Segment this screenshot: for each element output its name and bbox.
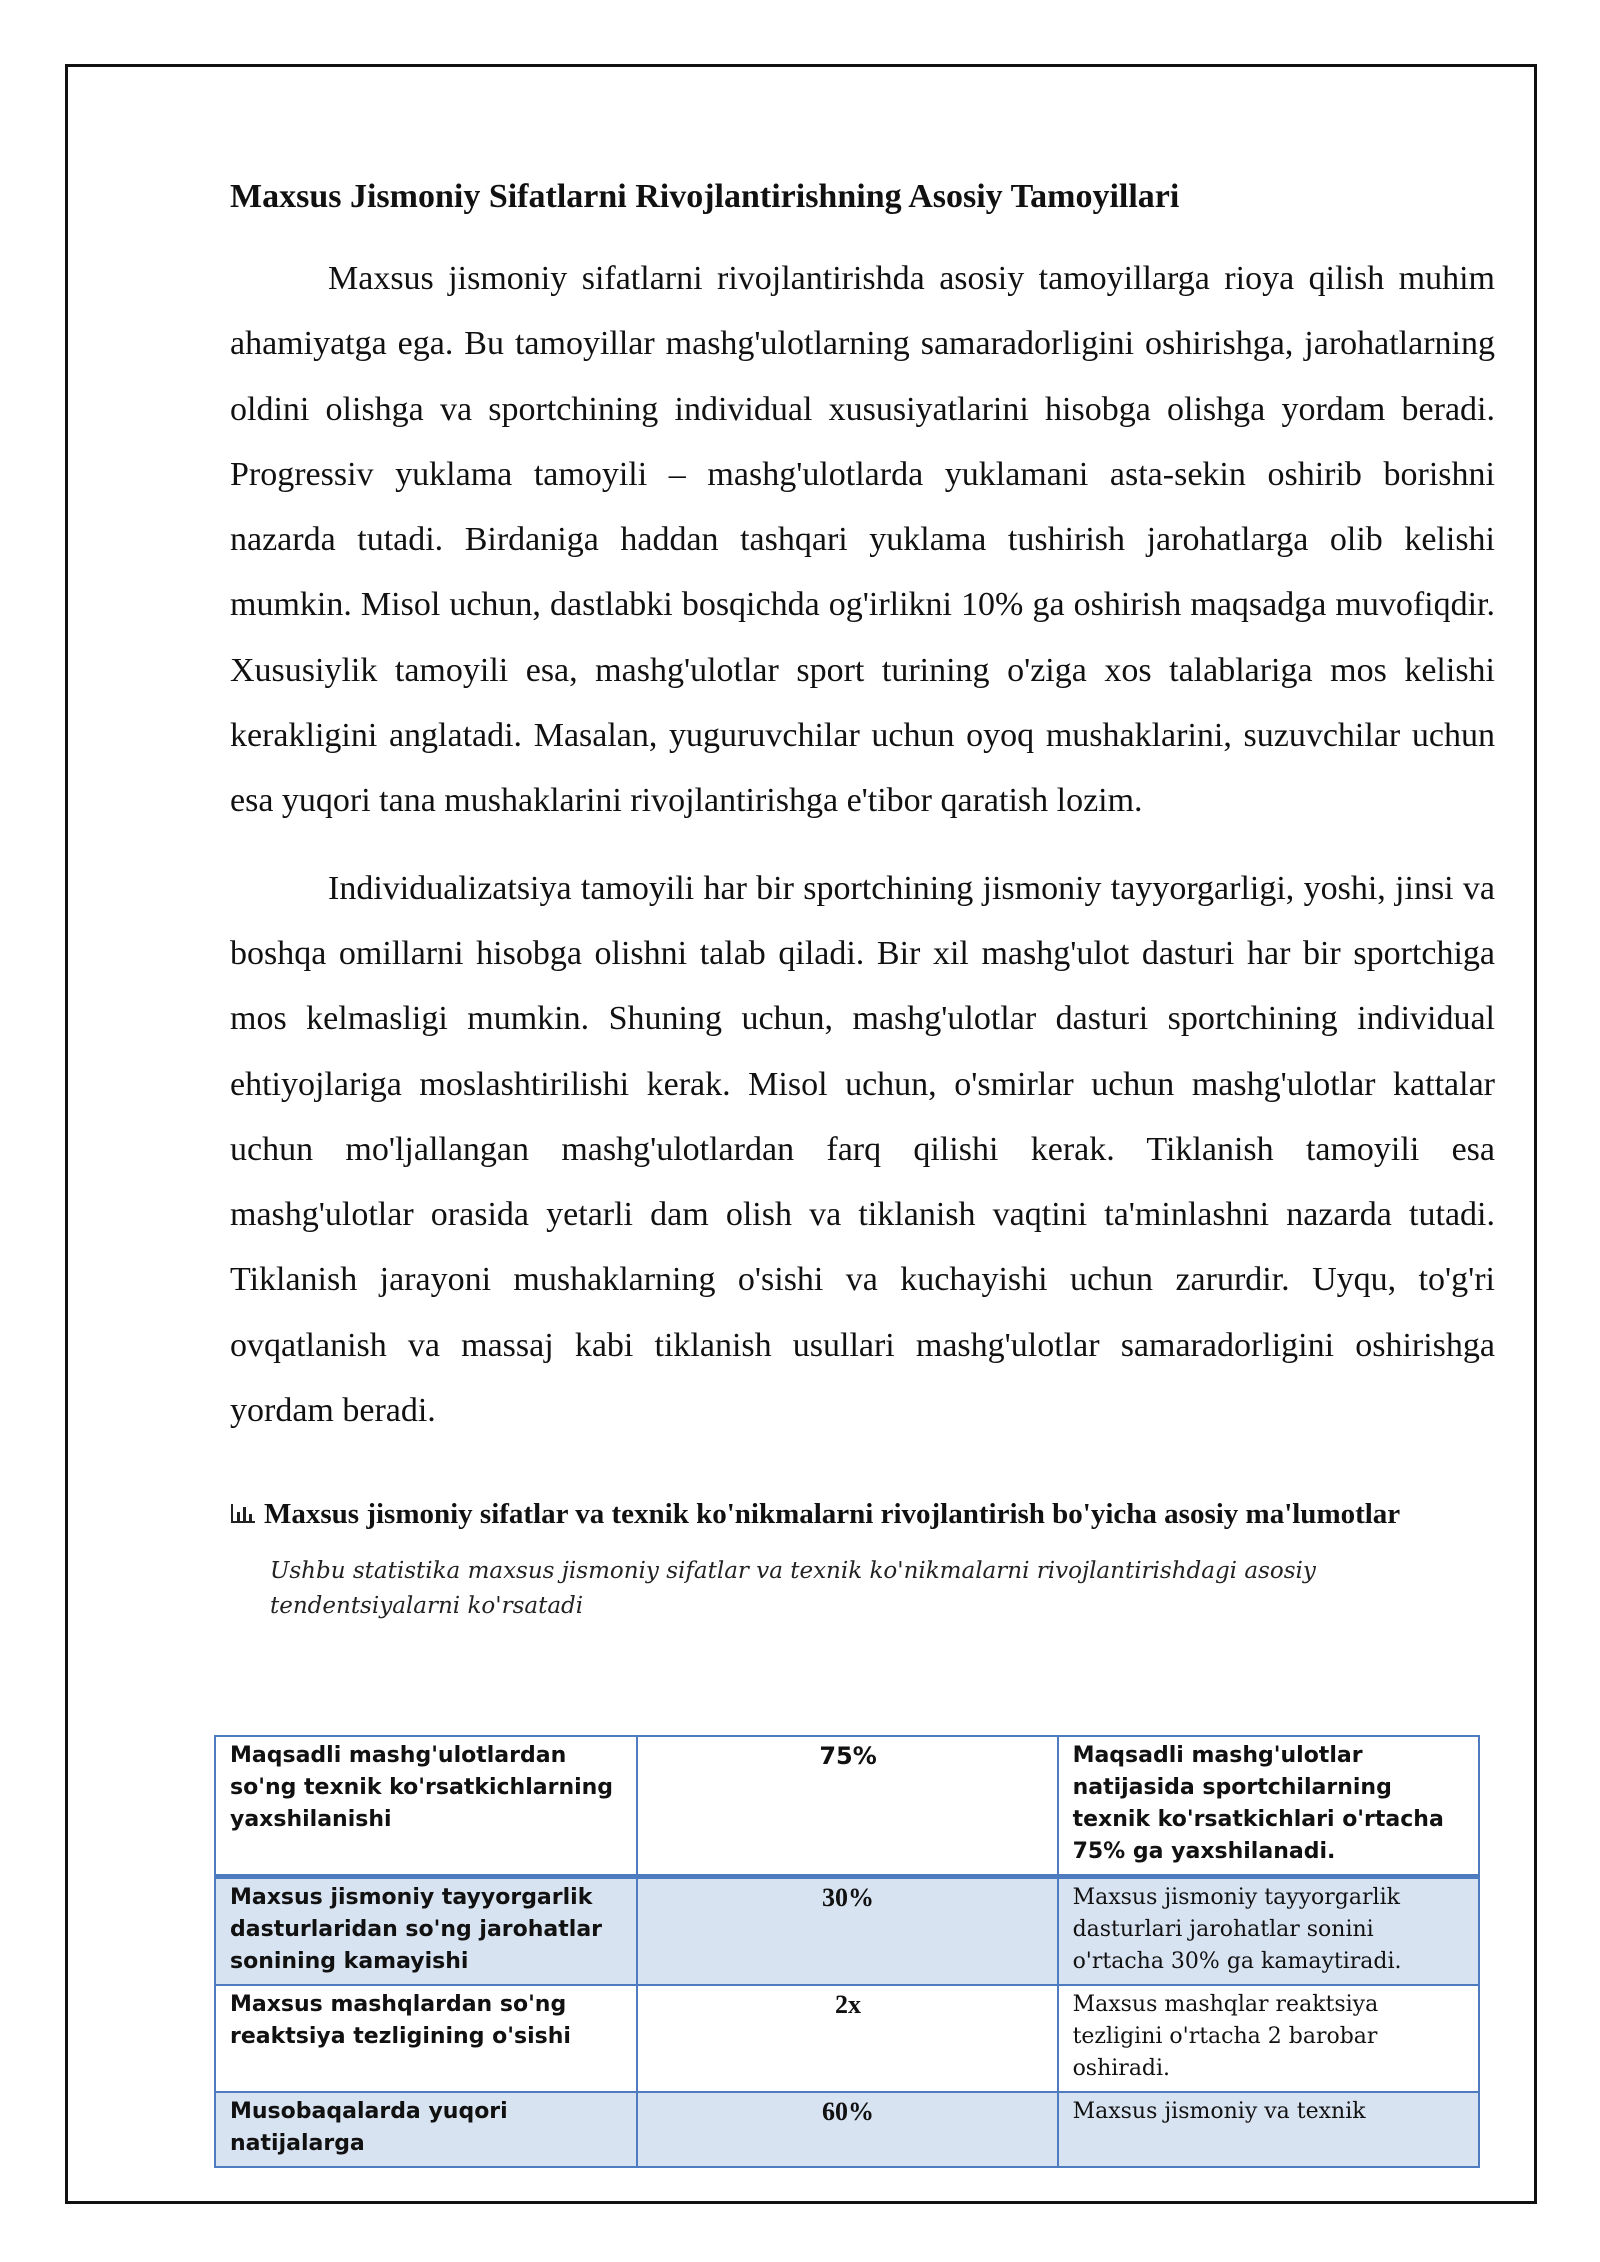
stat-description: Maxsus jismoniy va texnik	[1058, 2092, 1479, 2167]
stat-description: Maxsus jismoniy tayyorgarlik dasturlari jarohatlar sonini o'rtacha 30% ga kamaytiradi.	[1058, 1877, 1479, 1986]
stats-heading	[230, 1493, 1495, 1536]
paragraph-individualization: Individualizatsiya tamoyili har bir sportchining jismoniy tayyorgarligi, yoshi, jinsi va boshqa omillarni hisobga olishni talab qiladi. Bir xil mashg'ulot dasturi har bir sportchiga mos kelmasligi mumkin. Shuning uchun, mashg'ulotlar dasturi sportchining individual ehtiyojlariga moslashtirilishi kerak. Misol uchun, o'smirlar uchun mashg'ulotlar kattalar uchun mo'ljallangan mashg'ulotlardan farq qilishi kerak. Tiklanish tamoyili esa mashg'ulotlar orasida yetarli dam olish va tiklanish vaqtini ta'minlashni nazarda tutadi. Tiklanish jarayoni mushaklarning o'sishi va kuchayishi uchun zarurdir. Uyqu, to'g'ri ovqatlanish va massaj kabi tiklanish usullari mashg'ulotlar samaradorligini oshirishga yordam beradi.	[230, 869, 1495, 1430]
stat-label: Maqsadli mashg'ulotlardan so'ng texnik ko'rsatkichlarning yaxshilanishi	[215, 1736, 637, 1877]
stat-value: 75%	[637, 1736, 1058, 1877]
stat-description: Maqsadli mashg'ulotlar natijasida sportchilarning texnik ko'rsatkichlari o'rtacha 75% ga yaxshilanadi.	[1058, 1736, 1479, 1877]
stats-subtitle: Ushbu statistika maxsus jismoniy sifatlar va texnik ko'nikmalarni rivojlantirishdagi asosiy tendentsiyalarni ko'rsatadi	[270, 1558, 1316, 1620]
table-row	[215, 1985, 1479, 2092]
document-title: Maxsus Jismoniy Sifatlarni Rivojlantirishning Asosiy Tamoyillari	[230, 178, 1180, 215]
stat-value: 30%	[637, 1877, 1058, 1986]
table-row	[215, 1877, 1479, 1986]
stat-description: Maxsus mashqlar reaktsiya tezligini o'rtacha 2 barobar oshiradi.	[1058, 1985, 1479, 2092]
stat-label: Musobaqalarda yuqori natijalarga	[215, 2092, 637, 2167]
bar-chart-icon	[230, 1502, 256, 1524]
stats-table	[214, 1735, 1480, 2168]
stat-value: 2x	[637, 1985, 1058, 2092]
stats-heading-text: Maxsus jismoniy sifatlar va texnik ko'nikmalarni rivojlantirish bo'yicha asosiy ma'lumotlar	[264, 1498, 1401, 1531]
document-body	[230, 176, 1495, 1624]
stat-value: 60%	[637, 2092, 1058, 2167]
stat-label: Maxsus mashqlardan so'ng reaktsiya tezligining o'sishi	[215, 1985, 637, 2092]
stat-label: Maxsus jismoniy tayyorgarlik dasturlaridan so'ng jarohatlar sonining kamayishi	[215, 1877, 637, 1986]
table-row	[215, 1736, 1479, 1877]
table-row	[215, 2092, 1479, 2167]
paragraph-principles: Maxsus jismoniy sifatlarni rivojlantirishda asosiy tamoyillarga rioya qilish muhim ahamiyatga ega. Bu tamoyillar mashg'ulotlarning samaradorligini oshirishga, jarohatlarning oldini olishga va sportchining individual xususiyatlarini hisobga olishga yordam beradi. Progressiv yuklama tamoyili – mashg'ulotlarda yuklamani asta-sekin oshirib borishni nazarda tutadi. Birdaniga haddan tashqari yuklama tushirish jarohatlarga olib kelishi mumkin. Misol uchun, dastlabki bosqichda og'irlikni 10% ga oshirish maqsadga muvofiqdir. Xususiylik tamoyili esa, mashg'ulotlar sport turining o'ziga xos talablariga mos kelishi kerakligini anglatadi. Masalan, yuguruvchilar uchun oyoq mushaklarini, suzuvchilar uchun esa yuqori tana mushaklarini rivojlantirishga e'tibor qaratish lozim.	[230, 260, 1495, 820]
